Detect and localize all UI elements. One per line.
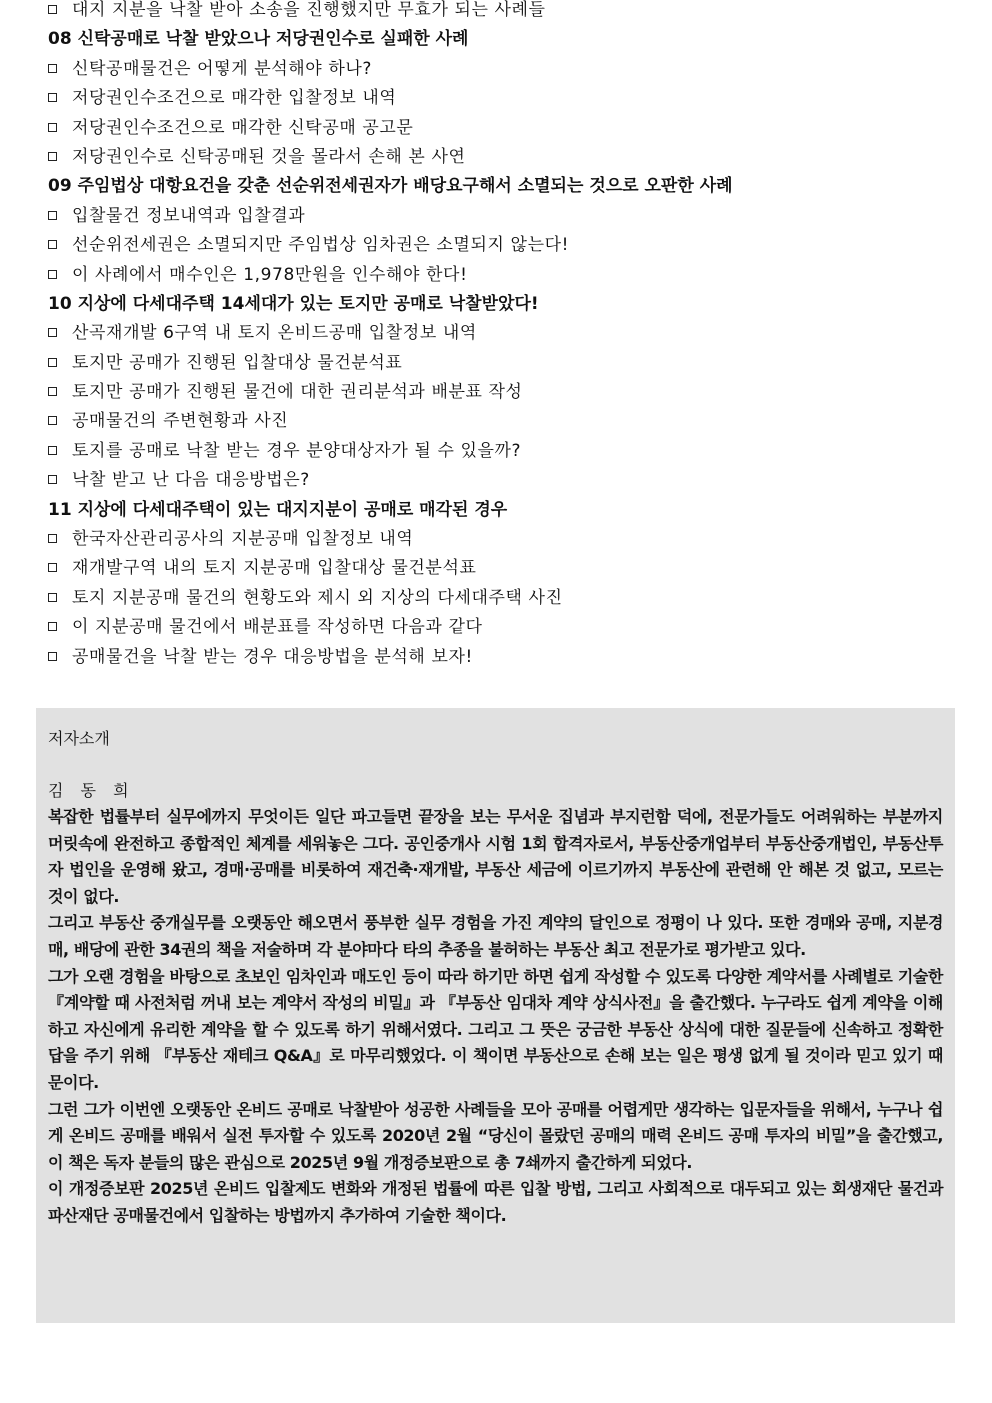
bio-paragraph: 복잡한 법률부터 실무에까지 무엇이든 일단 파고들면 끝장을 보는 무서운 집념과 부지런함 덕에, 전문가들도 어려워하는 부분까지 머릿속에 완전하고 종합적인 체계를 세워놓은 그다. 공인중개사 시험 1회 합격자로서, 부동산중개업부터 부동산중개법인, 부동산투자 법인을 운영해 왔고, 경매·공매를 비롯하여 재건축·재개발, 부동산 세금에 이르기까지 부동산에 관련해 안 해본 것 없고, 모르는 것이 없다. xyxy=(48,807,943,906)
toc-item-text: 저당권인수로 신탁공매된 것을 몰라서 손해 본 사연 xyxy=(72,146,466,167)
toc-item xyxy=(48,470,968,499)
toc-item xyxy=(48,411,968,440)
checkbox-square-icon xyxy=(48,211,57,220)
toc-item-text: 이 지분공매 물건에서 배분표를 작성하면 다음과 같다 xyxy=(72,617,483,638)
toc-item-text: 토지 지분공매 물건의 현황도와 제시 외 지상의 다세대주택 사진 xyxy=(72,587,563,608)
checkbox-square-icon xyxy=(48,416,57,425)
bio-paragraph: 그리고 부동산 중개실무를 오랫동안 해오면서 풍부한 실무 경험을 가진 계약의 달인으로 정평이 나 있다. 또한 경매와 공매, 지분경매, 배당에 관한 34권의 책을 저술하며 각 분야마다 타의 추종을 불허하는 부동산 최고 전문가로 평가받고 있다. xyxy=(48,913,943,959)
author-section-heading: 저자소개 xyxy=(48,729,110,748)
toc-item xyxy=(48,0,968,29)
toc-item-text: 토지만 공매가 진행된 입찰대상 물건분석표 xyxy=(72,352,403,373)
toc-item xyxy=(48,265,968,294)
bio-paragraph: 이 개정증보판 2025년 온비드 입찰제도 변화와 개정된 법률에 따른 입찰 방법, 그리고 사회적으로 대두되고 있는 회생재단 물건과 파산재단 공매물건에서 입찰하는 방법까지 추가하여 기술한 책이다. xyxy=(48,1179,943,1225)
toc-chapter-heading: 08 신탁공매로 낙찰 받았으나 저당권인수로 실패한 사례 xyxy=(48,29,469,50)
checkbox-square-icon xyxy=(48,387,57,396)
checkbox-square-icon xyxy=(48,622,57,631)
toc-item xyxy=(48,647,968,676)
bio-paragraph: 그런 그가 이번엔 오랫동안 온비드 공매로 낙찰받아 성공한 사례들을 모아 공매를 어렵게만 생각하는 입문자들을 위해서, 누구나 쉽게 온비드 공매를 배워서 실전 투자할 수 있도록 2020년 2월 “당신이 몰랐던 공매의 매력 온비드 공매 투자의 비밀”을 출간했고, 이 책은 독자 분들의 많은 관심으로 2025년 9월 개정증보판으로 총 7쇄까지 출간하게 되었다. xyxy=(48,1099,943,1172)
checkbox-square-icon xyxy=(48,534,57,543)
toc-item xyxy=(48,441,968,470)
toc-item xyxy=(48,617,968,646)
toc-item-text: 재개발구역 내의 토지 지분공매 입찰대상 물건분석표 xyxy=(72,558,477,579)
checkbox-square-icon xyxy=(48,475,57,484)
checkbox-square-icon xyxy=(48,123,57,132)
toc-item xyxy=(48,206,968,235)
toc-item xyxy=(48,88,968,117)
checkbox-square-icon xyxy=(48,652,57,661)
checkbox-square-icon xyxy=(48,328,57,337)
checkbox-square-icon xyxy=(48,446,57,455)
toc-item-text: 산곡재개발 6구역 내 토지 온비드공매 입찰정보 내역 xyxy=(72,323,477,344)
checkbox-square-icon xyxy=(48,152,57,161)
toc-item-text: 공매물건을 낙찰 받는 경우 대응방법을 분석해 보자! xyxy=(72,646,473,667)
checkbox-square-icon xyxy=(48,358,57,367)
toc-item-text: 토지만 공매가 진행된 물건에 대한 권리분석과 배분표 작성 xyxy=(72,382,523,403)
checkbox-square-icon xyxy=(48,240,57,249)
toc-item xyxy=(48,558,968,587)
toc-item xyxy=(48,588,968,617)
toc-chapter-heading: 10 지상에 다세대주택 14세대가 있는 토지만 공매로 낙찰받았다! xyxy=(48,293,539,314)
bio-paragraph: 그가 오랜 경험을 바탕으로 초보인 임차인과 매도인 등이 따라 하기만 하면 쉽게 작성할 수 있도록 다양한 계약서를 사례별로 기술한『계약할 때 사전처럼 꺼내 보는 계약서 작성의 비밀』과 『부동산 임대차 계약 상식사전』을 출간했다. 누구라도 쉽게 계약을 이해하고 자신에게 유리한 계약을 할 수 있도록 하기 위해서였다. 그리고 그 뜻은 궁금한 부동산 상식에 대한 질문들에 신속하고 정확한 답을 주기 위해 『부동산 재테크 Q&A』로 마무리했었다. 이 책이면 부동산으로 손해 보는 일은 평생 없게 될 것이라 믿고 있기 때문이다. xyxy=(48,966,943,1092)
toc-item xyxy=(48,235,968,264)
toc-item-text: 토지를 공매로 낙찰 받는 경우 분양대상자가 될 수 있을까? xyxy=(72,440,522,461)
toc-item-text: 입찰물건 정보내역과 입찰결과 xyxy=(72,205,306,226)
toc-chapter-heading: 09 주임법상 대항요건을 갖춘 선순위전세권자가 배당요구해서 소멸되는 것으로 오판한 사례 xyxy=(48,176,733,197)
author-name: 김 동 희 xyxy=(48,781,135,800)
toc-item xyxy=(48,382,968,411)
checkbox-square-icon xyxy=(48,64,57,73)
toc-item-text: 이 사례에서 매수인은 1,978만원을 인수해야 한다! xyxy=(72,264,468,285)
toc-item-text: 낙찰 받고 난 다음 대응방법은? xyxy=(72,470,310,491)
toc-item-text: 대지 지분을 낙찰 받아 소송을 진행했지만 무효가 되는 사례들 xyxy=(72,0,546,20)
toc-item-text: 저당권인수조건으로 매각한 신탁공매 공고문 xyxy=(72,117,414,138)
toc-item-text: 신탁공매물건은 어떻게 분석해야 하나? xyxy=(72,58,372,79)
checkbox-square-icon xyxy=(48,270,57,279)
toc-item xyxy=(48,147,968,176)
toc-item xyxy=(48,353,968,382)
toc-item-text: 한국자산관리공사의 지분공매 입찰정보 내역 xyxy=(72,529,414,550)
toc-item-text: 저당권인수조건으로 매각한 입찰정보 내역 xyxy=(72,88,397,109)
toc-item xyxy=(48,529,968,558)
checkbox-square-icon xyxy=(48,5,57,14)
checkbox-square-icon xyxy=(48,93,57,102)
toc-chapter-heading: 11 지상에 다세대주택이 있는 대지지분이 공매로 매각된 경우 xyxy=(48,499,508,520)
table-of-contents xyxy=(48,0,968,676)
toc-item-text: 선순위전세권은 소멸되지만 주임법상 임차권은 소멸되지 않는다! xyxy=(72,235,570,256)
author-biography xyxy=(48,804,943,1230)
checkbox-square-icon xyxy=(48,593,57,602)
checkbox-square-icon xyxy=(48,563,57,572)
toc-item xyxy=(48,118,968,147)
toc-item xyxy=(48,59,968,88)
toc-item-text: 공매물건의 주변현황과 사진 xyxy=(72,411,289,432)
toc-item xyxy=(48,323,968,352)
author-introduction-box xyxy=(36,708,955,1323)
